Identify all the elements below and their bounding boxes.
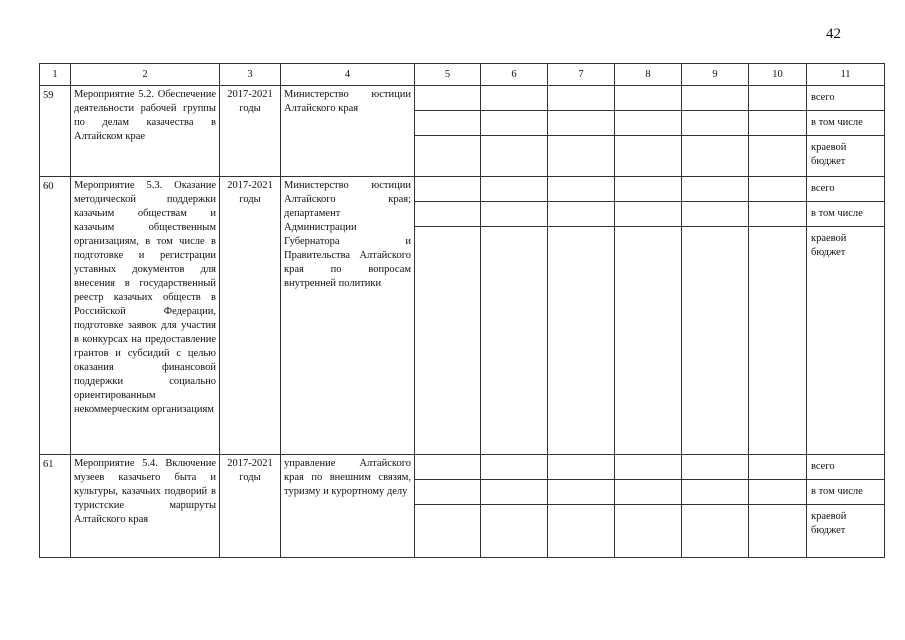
value-cell <box>548 86 615 111</box>
value-cell <box>548 480 615 505</box>
value-cell <box>548 455 615 480</box>
column-header: 8 <box>615 64 682 86</box>
value-cell <box>548 227 615 455</box>
implementation-period: 2017-2021 годы <box>220 177 281 455</box>
value-cell <box>615 202 682 227</box>
value-cell <box>749 111 807 136</box>
executor: Министерство юстиции Алтайского края <box>281 86 415 177</box>
value-cell <box>682 86 749 111</box>
value-cell <box>415 111 481 136</box>
measure-name: Мероприятие 5.4. Включение музеев казачьего быта и культуры, казачьих подворий в туристские маршруты Алтайского края <box>71 455 220 558</box>
table-row <box>40 455 885 480</box>
value-cell <box>682 177 749 202</box>
value-cell <box>481 202 548 227</box>
value-cell <box>615 111 682 136</box>
value-cell <box>415 227 481 455</box>
value-cell <box>749 505 807 558</box>
funding-source: в том числе <box>807 480 885 505</box>
column-header: 1 <box>40 64 71 86</box>
value-cell <box>548 505 615 558</box>
value-cell <box>682 136 749 177</box>
funding-source: краевой бюджет <box>807 227 885 455</box>
value-cell <box>615 177 682 202</box>
value-cell <box>415 136 481 177</box>
column-header: 7 <box>548 64 615 86</box>
value-cell <box>749 177 807 202</box>
program-table <box>39 63 885 558</box>
value-cell <box>615 86 682 111</box>
value-cell <box>749 202 807 227</box>
row-number: 60 <box>40 177 71 455</box>
value-cell <box>749 480 807 505</box>
value-cell <box>415 505 481 558</box>
value-cell <box>481 177 548 202</box>
value-cell <box>749 136 807 177</box>
value-cell <box>481 136 548 177</box>
page-number: 42 <box>826 26 841 42</box>
funding-source: всего <box>807 86 885 111</box>
value-cell <box>481 480 548 505</box>
value-cell <box>682 505 749 558</box>
value-cell <box>548 111 615 136</box>
table-row <box>40 86 885 111</box>
value-cell <box>415 86 481 111</box>
value-cell <box>682 111 749 136</box>
value-cell <box>682 202 749 227</box>
implementation-period: 2017-2021 годы <box>220 455 281 558</box>
value-cell <box>481 227 548 455</box>
table-row <box>40 177 885 202</box>
value-cell <box>548 136 615 177</box>
value-cell <box>749 455 807 480</box>
value-cell <box>481 505 548 558</box>
value-cell <box>615 505 682 558</box>
value-cell <box>615 455 682 480</box>
column-header: 2 <box>71 64 220 86</box>
column-header: 11 <box>807 64 885 86</box>
funding-source: краевой бюджет <box>807 505 885 558</box>
row-number: 61 <box>40 455 71 558</box>
funding-source: краевой бюджет <box>807 136 885 177</box>
measure-name: Мероприятие 5.2. Обеспечение деятельности рабочей группы по делам казачества в Алтайском крае <box>71 86 220 177</box>
funding-source: всего <box>807 455 885 480</box>
column-header: 4 <box>281 64 415 86</box>
executor: Министерство юстиции Алтайского края; департамент Администрации Губернатора и Правительства Алтайского края по вопросам внутренней политики <box>281 177 415 455</box>
column-header: 6 <box>481 64 548 86</box>
value-cell <box>682 480 749 505</box>
value-cell <box>749 227 807 455</box>
value-cell <box>481 86 548 111</box>
funding-source: в том числе <box>807 202 885 227</box>
value-cell <box>481 111 548 136</box>
value-cell <box>415 455 481 480</box>
value-cell <box>615 480 682 505</box>
implementation-period: 2017-2021 годы <box>220 86 281 177</box>
column-header: 5 <box>415 64 481 86</box>
column-header: 10 <box>749 64 807 86</box>
value-cell <box>682 227 749 455</box>
value-cell <box>749 86 807 111</box>
column-header: 9 <box>682 64 749 86</box>
funding-source: в том числе <box>807 111 885 136</box>
value-cell <box>481 455 548 480</box>
column-number-row <box>40 64 885 86</box>
column-header: 3 <box>220 64 281 86</box>
funding-source: всего <box>807 177 885 202</box>
value-cell <box>415 202 481 227</box>
value-cell <box>415 177 481 202</box>
value-cell <box>415 480 481 505</box>
executor: управление Алтайского края по внешним связям, туризму и курортному делу <box>281 455 415 558</box>
value-cell <box>615 227 682 455</box>
measure-name: Мероприятие 5.3. Оказание методической поддержки казачьим обществам и казачьим общественным организациям, в том числе в подготовке и регистрации уставных документов для внесения в государственный реестр казачьих обществ в Российской Федерации, подготовке заявок для участия в конкурсах на предоставление грантов и субсидий с целью оказания финансовой поддержки социально ориентированным некоммерческим организациям <box>71 177 220 455</box>
row-number: 59 <box>40 86 71 177</box>
value-cell <box>615 136 682 177</box>
value-cell <box>682 455 749 480</box>
value-cell <box>548 202 615 227</box>
value-cell <box>548 177 615 202</box>
